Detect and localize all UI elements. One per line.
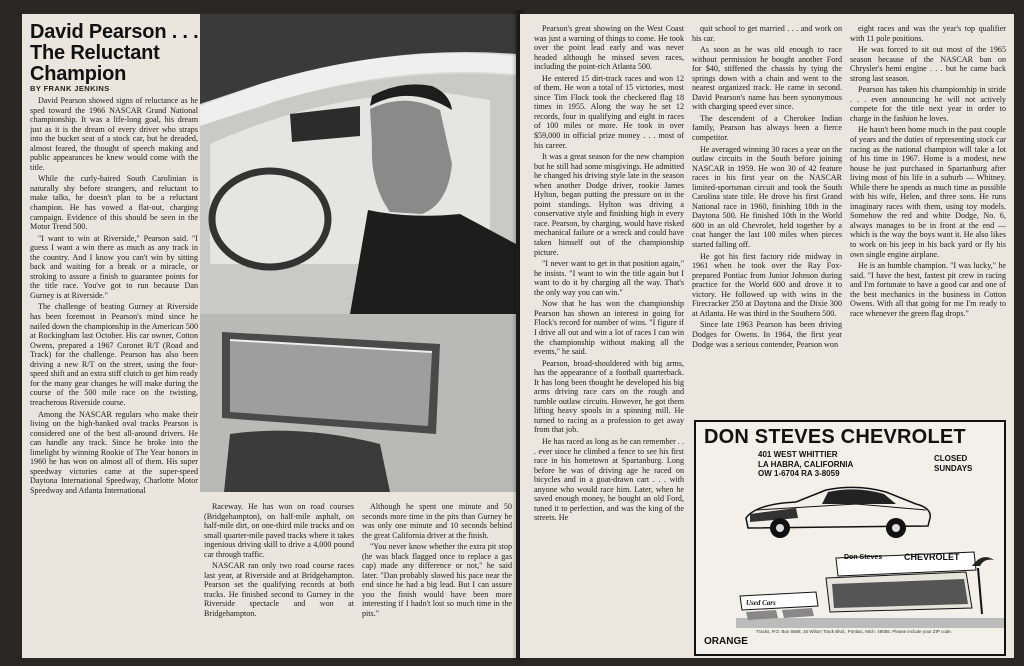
camaro-illustration — [736, 474, 936, 544]
article-paragraph: He averaged winning 30 races a year on the outlaw circuits in the South before joining NASCAR in 1959. He won 30 of 42 feature races in his first year on the NASCAR limited-sportsman circuit and took the South Carolina state title. He drove his first Grand National race in 1960, finishing 18th in the Daytona 500. He finished 10th in the World 600 in an old Chevrolet, held together by a coat hanger the last 100 miles when pieces started falling off. — [692, 144, 842, 250]
left-page — [22, 14, 516, 658]
byline: BY FRANK JENKINS — [30, 84, 110, 93]
article-paragraph: Among the NASCAR regulars who make their living on the high-banked oval tracks Pearson is considered one of the best all-around drivers. He can handle any track. Since he broke into the limelight by winning Rookie of The Year honors in 1960 he has won on almost all of them. His super speedway victories came at the super-speed Daytona International Speedway, Charlotte Motor Speedway and Atlanta International — [30, 409, 198, 495]
article-column-1 — [30, 96, 198, 654]
phone-line: OW 1-6704 RA 3-8059 — [758, 469, 840, 478]
article-paragraph: eight races and was the year's top qualifier with 11 pole positions. — [850, 24, 1006, 43]
closed-label: CLOSED — [934, 454, 968, 463]
article-column-2 — [204, 502, 354, 654]
article-paragraph: He hasn't been home much in the past couple of years and the duties of representing stock car racing as the national champion will take a lot of his time in 1967. Home is a modest, new house he just purchased in Spartanburg after living most of his life in a suburb — Whitney. While there he spends as much time as possible with his wife, Helen, and three sons. He runs imaginary races with them, using toy models. Somehow the red and white Dodge, No. 6, always manages to be in front at the end — which is the way the boys want it. He also likes to work on his jeep in his back yard or fly his own single engine airplane. — [850, 125, 1006, 259]
headline-line: David Pearson . . . — [30, 21, 199, 43]
article-column-3 — [362, 502, 512, 654]
dealer-sign-text: Don Steves — [844, 554, 883, 561]
article-paragraph: While the curly-haired South Carolinian is naturally shy before strangers, and reluctant to make talks, he doesn't plan to be a reluctant champion. He has vowed a flat-out, charging campaign. Evidence of this should be seen in the Motor Trend 500. — [30, 174, 198, 232]
article-paragraph: The descendent of a Cherokee Indian family, Pearson has always been a fierce competitor. — [692, 113, 842, 143]
right-page — [520, 14, 1014, 658]
article-paragraph: quit school to get married . . . and work on his car. — [692, 24, 842, 43]
article-paragraph: Raceway. He has won on road courses (Bridgehampton), on half-mile asphalt, on half-mile dirt, on one-third mile tracks and on small quarter-mile paved tracks where it takes ingenious driving skill to drive a 4,000 pound car through traffic. — [204, 502, 354, 559]
dealer-advertisement — [694, 420, 1006, 656]
article-paragraph: Although he spent one minute and 50 seconds more time in the pits than Gurney he was only one minute and 10 seconds behind the great California driver at the finish. — [362, 502, 512, 540]
photo-illustration — [200, 14, 516, 492]
article-paragraph: "You never know whether the extra pit stop (he was black flagged once to replace a gas cap) made any difference or not," he said later. "Dan probably slowed his pace near the end since he had a big lead. But I can assure you the finish would have been more interesting if I hadn't lost so much time in the pits." — [362, 542, 512, 619]
article-paragraph: David Pearson showed signs of reluctance as he sped toward the 1966 NASCAR Grand National championship. It was a life-long goal, his dream just as it is the dream of every driver who straps into the bucket seat of a stock car, but he dreaded, almost feared, the thought of speech making and public appearances he knew would come with the title. — [30, 96, 198, 172]
address-line: 401 WEST WHITTIER — [758, 450, 838, 459]
article-paragraph: He is an humble champion. "I was lucky," he said. "I have the best, fastest pit crew in racing and I'm fortunate to have a good car and one of the best mechanics in the business in Cotton Owens. With all that going for me I'm ready to race whenever the green flag drops." — [850, 261, 1006, 318]
ad-title: DON STEVES CHEVROLET — [704, 426, 966, 448]
article-paragraph: Pearson, broad-shouldered with big arms, has the appearance of a football quarterback. It has long been thought he developed his big arms driving race cars on the rough and tumble outlaw circuits. However, he got them lifting heavy spools in a spinning mill. He turned to racing as a profession to get away from that job. — [534, 358, 684, 435]
article-paragraph: It was a great season for the new champion but he still had some misgivings. He admitted he changed his driving style late in the season when another Dodge driver, rookie James Hylton, began putting the pressure on in the point standings. Hylton was driving a conservative style and finishing high in every race. Pearson, by charging, would have risked mechanical failure or a wreck and could have taken himself out of the championship picture. — [534, 152, 684, 257]
used-cars-sign: Used Cars — [746, 599, 776, 607]
ad-hours — [934, 454, 972, 473]
article-paragraph: Since late 1963 Pearson has been driving Dodges for Owens. In 1964, the first year Dodge was a serious contender, Pearson won — [692, 320, 842, 349]
article-headline — [30, 22, 202, 85]
article-paragraph: Now that he has won the championship Pearson has shown an interest in going for Flock's record for number of wins. "I figure if I drive all out and win a lot of races I can win the championship without making all the events," he said. — [534, 299, 684, 357]
article-paragraph: Pearson's great showing on the West Coast was just a warning of things to come. He took over the point lead early and was never headed although he missed seven races, including the point-rich Atlanta 500. — [534, 24, 684, 72]
article-paragraph: As soon as he was old enough to race without permission he bought another Ford for $40, stiffened the chassis by tying the springs down with a chain and went to the nearest organized track. He came in second. David Pearson's name has been synonymous with charging speed ever since. — [692, 45, 842, 112]
article-paragraph: "I never want to get in that position again," he insists. "I want to win the title again but I want to do it by charging all the way. That's the only way you can win." — [534, 259, 684, 297]
article-paragraph: He was forced to sit out most of the 1965 season because of the NASCAR ban on Chrysler's hemi engine . . . but he came back strong last season. — [850, 45, 1006, 83]
article-paragraph: He got his first factory ride midway in 1961 when he took over the Ray Fox-prepared Pontiac from Junior Johnson during practice for the World 600 and drove it to victory. He followed up with wins in the Firecracker 250 at Daytona and the Dixie 300 at Atlanta. He was third in the Southern 500. — [692, 251, 842, 318]
article-column-5 — [692, 24, 842, 418]
driver-photo — [200, 14, 516, 492]
article-paragraph: Pearson has taken his championship in stride . . . even announcing he will not actively compete for the title next year in order to charge in the fashion he loves. — [850, 85, 1006, 123]
article-paragraph: "I want to win at Riverside," Pearson said. "I guess I want a win there as much as any track in the country. And I know you can't win by sitting back and waiting for a break or a miracle, or stroking to assure a finish to guarantee points for the title race. You've got to run because Dan Gurney is at Riverside." — [30, 233, 198, 300]
address-line: LA HABRA, CALIFORNIA — [758, 459, 854, 469]
headline-line: Champion — [30, 63, 127, 85]
article-column-6 — [850, 24, 1006, 418]
closed-day: SUNDAYS — [934, 463, 973, 473]
headline-line: The Reluctant — [30, 42, 160, 64]
article-column-4 — [534, 24, 684, 654]
article-paragraph: He entered 15 dirt-track races and won 12 of them. He won a total of 15 victories, most since Tim Flock took the checkered flag 18 times in 1955. Along the way he set 12 records, four in qualifying and eight in races of 100 miles or more. He took in over $59,000 in official prize money . . . most of his career. — [534, 73, 684, 150]
ad-footer: ORANGE — [704, 636, 748, 647]
article-paragraph: He has raced as long as he can remember . . . ever since he climbed a fence to see his first race in his hometown at Spartanburg. Long before he was of driving age he raced on bicycles and in a goat-drawn cart . . . with anyone who would race him. Later, when he saved enough money, he bought an old Ford, tuned it to perfection, and was the king of the streets. He — [534, 436, 684, 523]
ad-fine-print: Tracks, P.O. Box 5668, 16 Wilton Track Blvd., Pontiac, Mich. 48055. Please include your ZIP code. — [756, 629, 953, 634]
article-paragraph: The challenge of beating Gurney at Riverside has been foremost in Pearson's mind since he nailed down the championship in the American 500 at Rockingham last October. His car owner, Cotton Owens, prepared a 1967 Coronet R/T (Road and Track) for the challenge. Pearson has also been driving a new R/T on the street, using the four-speed shift and an extra stiff clutch to get him ready for the many gear changes he will make during the course of the 500 mile race on the twisting, treacherous Riverside course. — [30, 302, 198, 407]
article-paragraph: NASCAR ran only two road course races last year, at Riverside and at Bridgehampton. Pearson set the qualifying records at both tracks. He finished second to Gurney in the Riverside spectacle and won at Bridgehampton. — [204, 561, 354, 619]
dealer-sign-brand: CHEVROLET — [904, 552, 960, 562]
